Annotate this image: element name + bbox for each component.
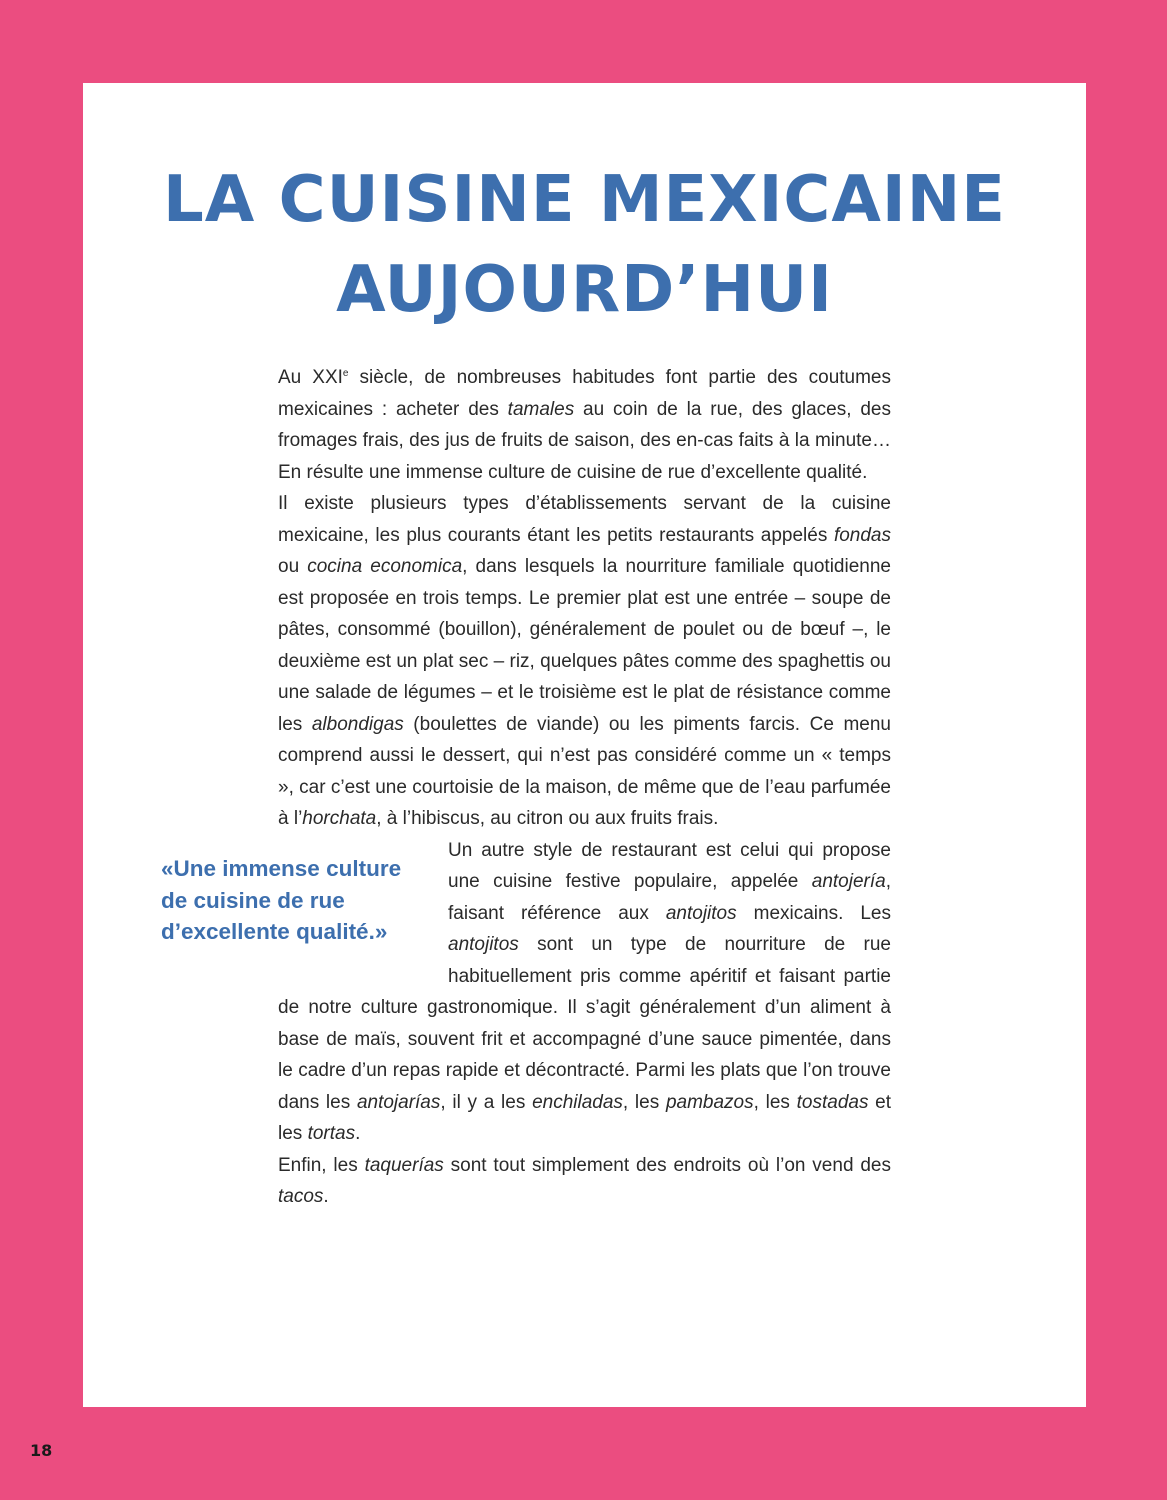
- page-title: [83, 155, 1086, 335]
- title-line-1: LA CUISINE MEXICAINE: [163, 163, 1006, 237]
- paragraph-3: Un autre style de restaurant est celui qui propose une cuisine festive populaire, appelée antojería, faisant référence aux antojitos mexicains. Les antojitos sont un type de nourriture de rue habituellement pris comme apéritif et faisant partie de notre culture gastronomique. Il s’agit généralement d’un aliment à base de maïs, souvent frit et accompagné d’une sauce pimentée, dans le cadre d’un repas rapide et décontracté. Parmi les plats que l’on trouve dans les antojarías, il y a les enchiladas, les pambazos, les tostadas et les tortas.: [278, 839, 892, 1144]
- paragraph-1: Au XXIe siècle, de nombreuses habitudes font partie des coutumes mexicaines : acheter des tamales au coin de la rue, des glaces, des fromages frais, des jus de fruits de saison, des en-cas faits à la minute… En résulte une immense culture de cuisine de rue d’excellente qualité.: [278, 367, 891, 483]
- page: [83, 83, 1086, 1407]
- pull-quote-line-1: «Une immense culture: [161, 856, 402, 881]
- title-line-2: AUJOURD’HUI: [336, 253, 833, 327]
- paragraph-4: Enfin, les taquerías sont tout simplement des endroits où l’on vend des tacos.: [278, 1154, 891, 1207]
- pull-quote: [161, 853, 431, 948]
- pull-quote-line-2: de cuisine de rue: [161, 887, 345, 913]
- page-number: 18: [30, 1441, 53, 1460]
- article-body: [278, 362, 891, 1213]
- pull-quote-line-3: d’excellente qualité.»: [161, 919, 388, 944]
- paragraph-2: Il existe plusieurs types d’établissements servant de la cuisine mexicaine, les plus courants étant les petits restaurants appelés fondas ou cocina economica, dans lesquels la nourriture familiale quotidienne est proposée en trois temps. Le premier plat est une entrée – soupe de pâtes, consommé (bouillon), généralement de poulet ou de bœuf –, le deuxième est un plat sec – riz, quelques pâtes comme des spaghettis ou une salade de légumes – et le troisième est le plat de résistance comme les albondigas (boulettes de viande) ou les piments farcis. Ce menu comprend aussi le dessert, qui n’est pas considéré comme un « temps », car c’est une courtoisie de la maison, de même que de l’eau parfumée à l’horchata, à l’hibiscus, au citron ou aux fruits frais.: [278, 493, 891, 829]
